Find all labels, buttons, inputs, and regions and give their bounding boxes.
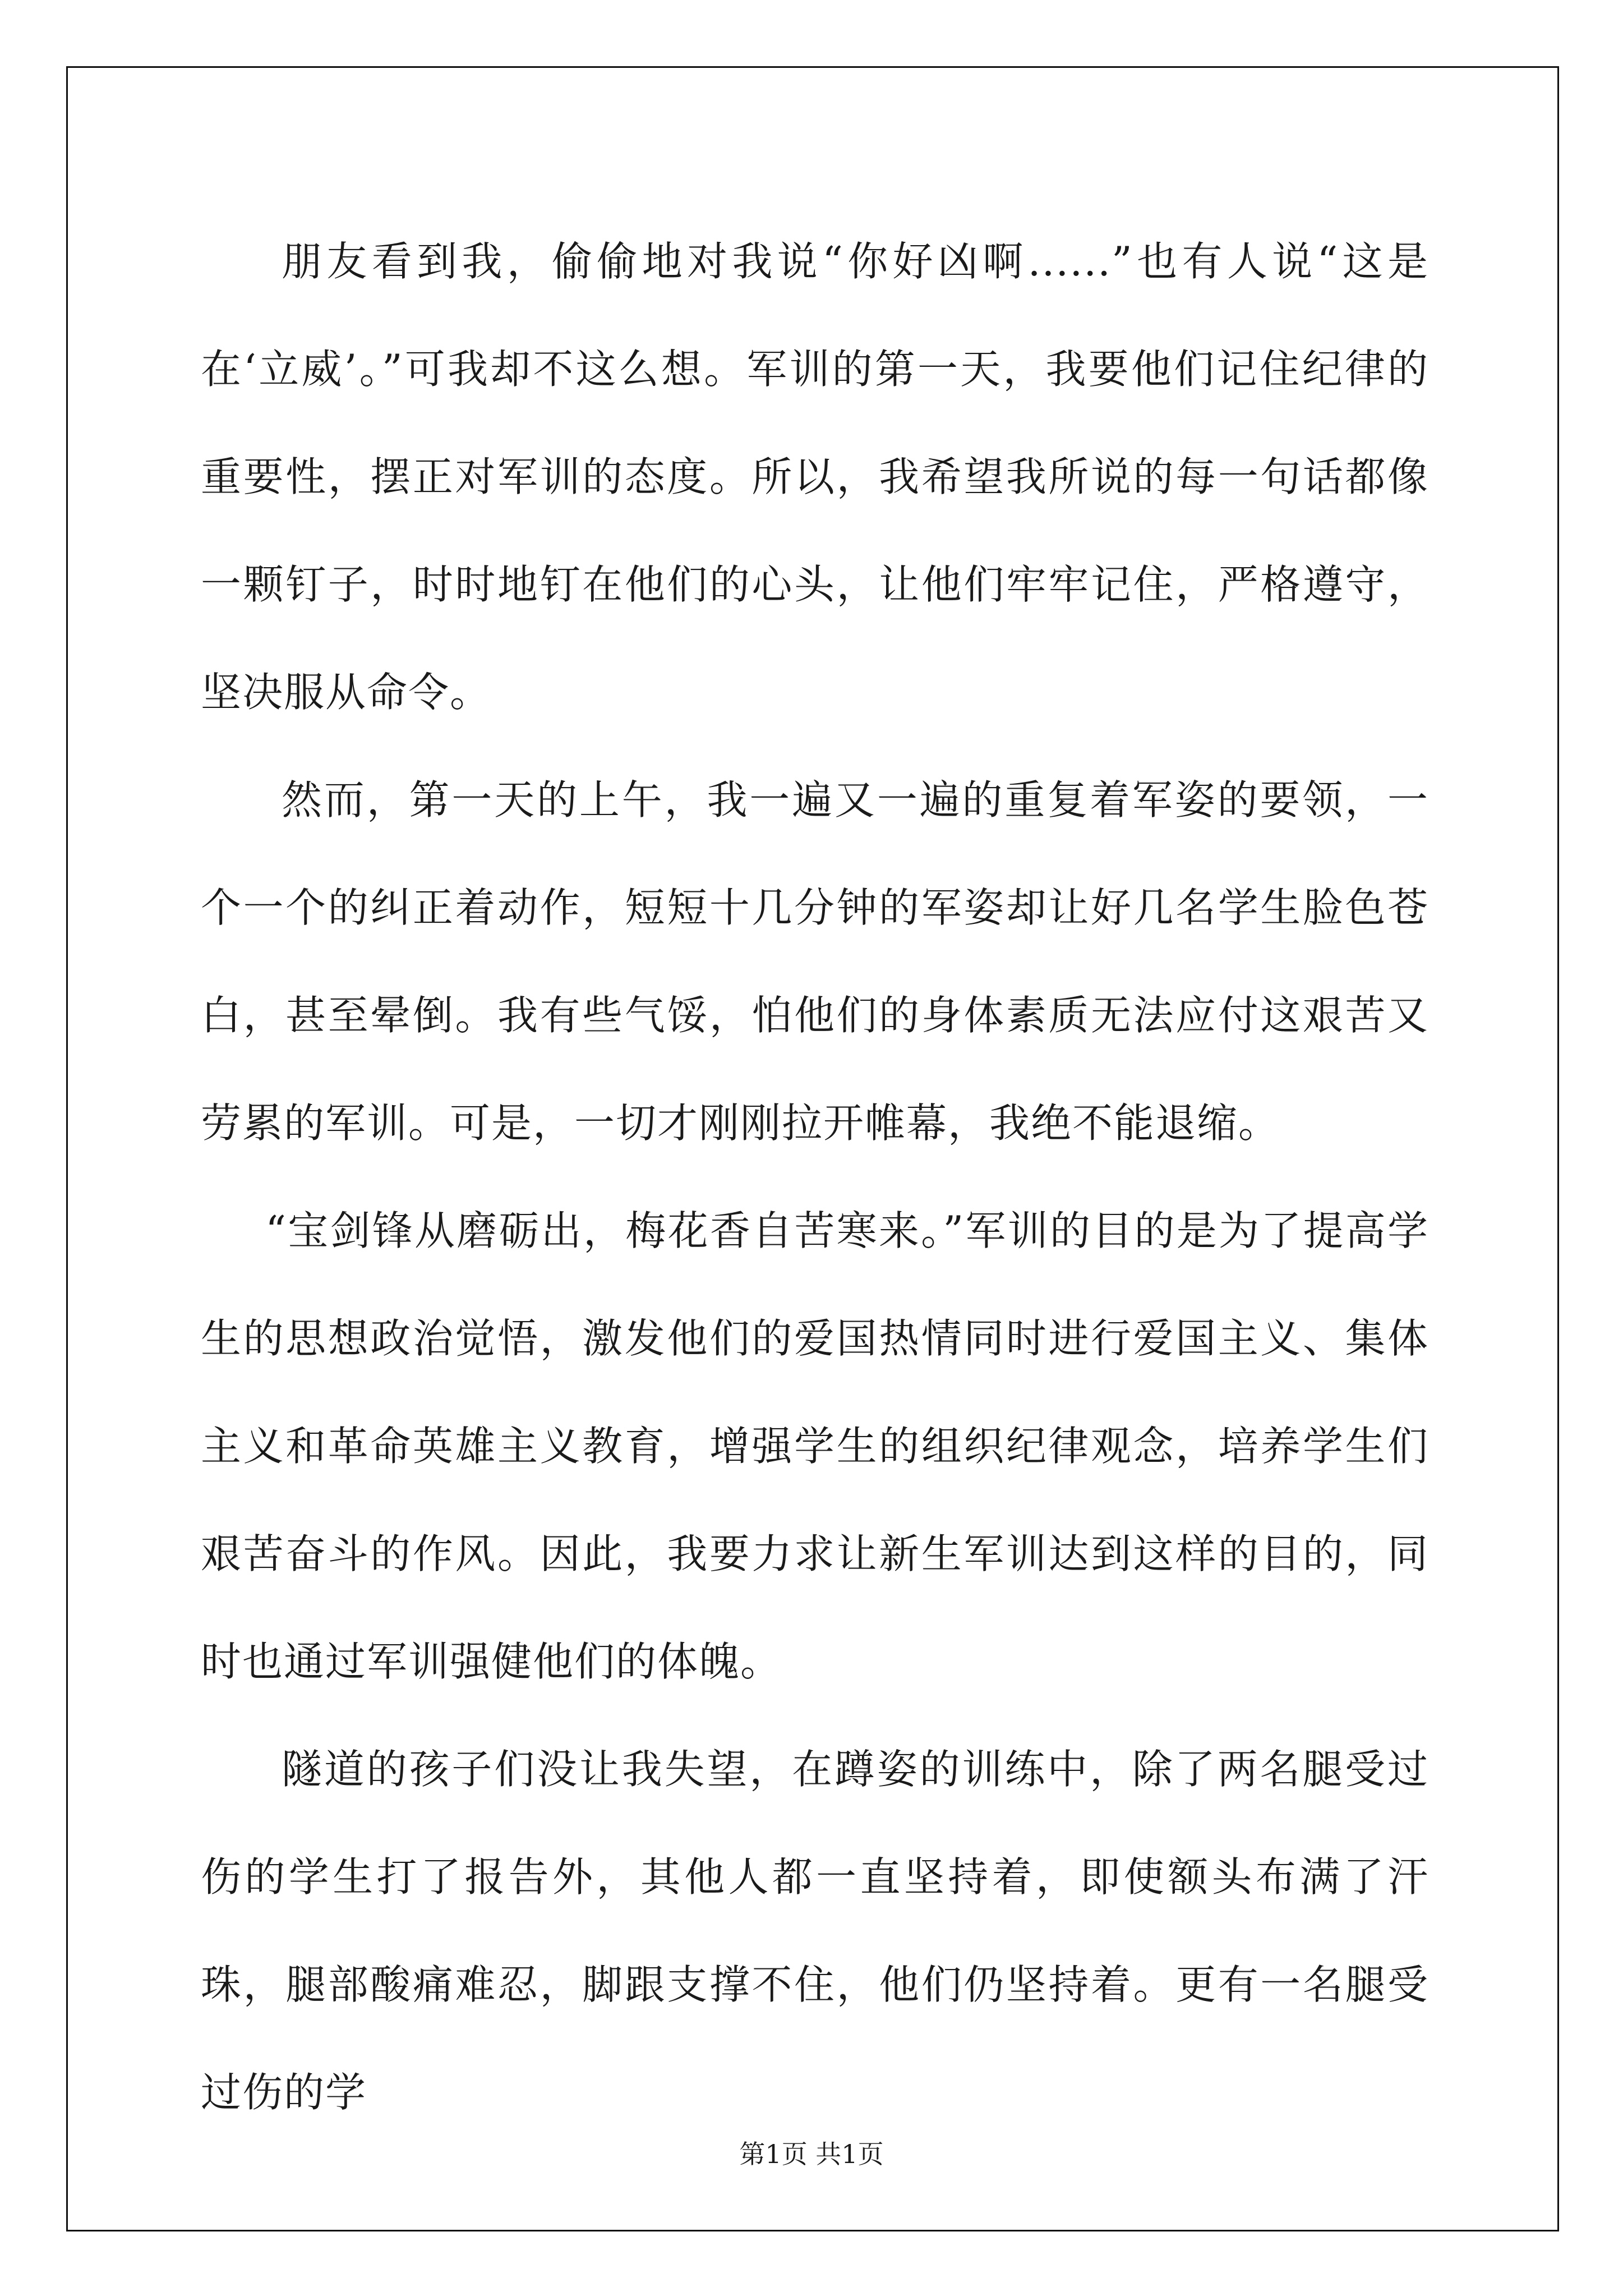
paragraph-2: 然而，第一天的上午，我一遍又一遍的重复着军姿的要领，一个一个的纠正着动作，短短十几分钟的军姿却让好几名学生脸色苍白，甚至晕倒。我有些气馁，怕他们的身体素质无法应付这艰苦又劳累的军训。可是，一切才刚刚拉开帷幕，我绝不能退缩。 [201,776,1429,1147]
paragraph-4: 隧道的孩子们没让我失望，在蹲姿的训练中，除了两名腿受过伤的学生打了报告外，其他人都一直坚持着，即使额头布满了汗珠，腿部酸痛难忍，脚跟支撑不住，他们仍坚持着。更有一名腿受过伤的学 [201,1746,1429,2116]
paragraph-3: “宝剑锋从磨砺出，梅花香自苦寒来。”军训的目的是为了提高学生的思想政治觉悟，激发他们的爱国热情同时进行爱国主义、集体主义和革命英雄主义教育，增强学生的组织纪律观念，培养学生们艰苦奋斗的作风。因此，我要力求让新生军训达到这样的目的，同时也通过军训强健他们的体魄。 [201,1207,1429,1685]
page-footer: 第1页 共1页 [739,2139,884,2169]
document-body [201,208,1429,2146]
paragraph-1: 朋友看到我，偷偷地对我说“你好凶啊......”也有人说“这是在‘立威’。”可我却不这么想。军训的第一天，我要他们记住纪律的重要性，摆正对军训的态度。所以，我希望我所说的每一句话都像一颗钉子，时时地钉在他们的心头，让他们牢牢记住，严格遵守，坚决服从命令。 [201,238,1429,716]
